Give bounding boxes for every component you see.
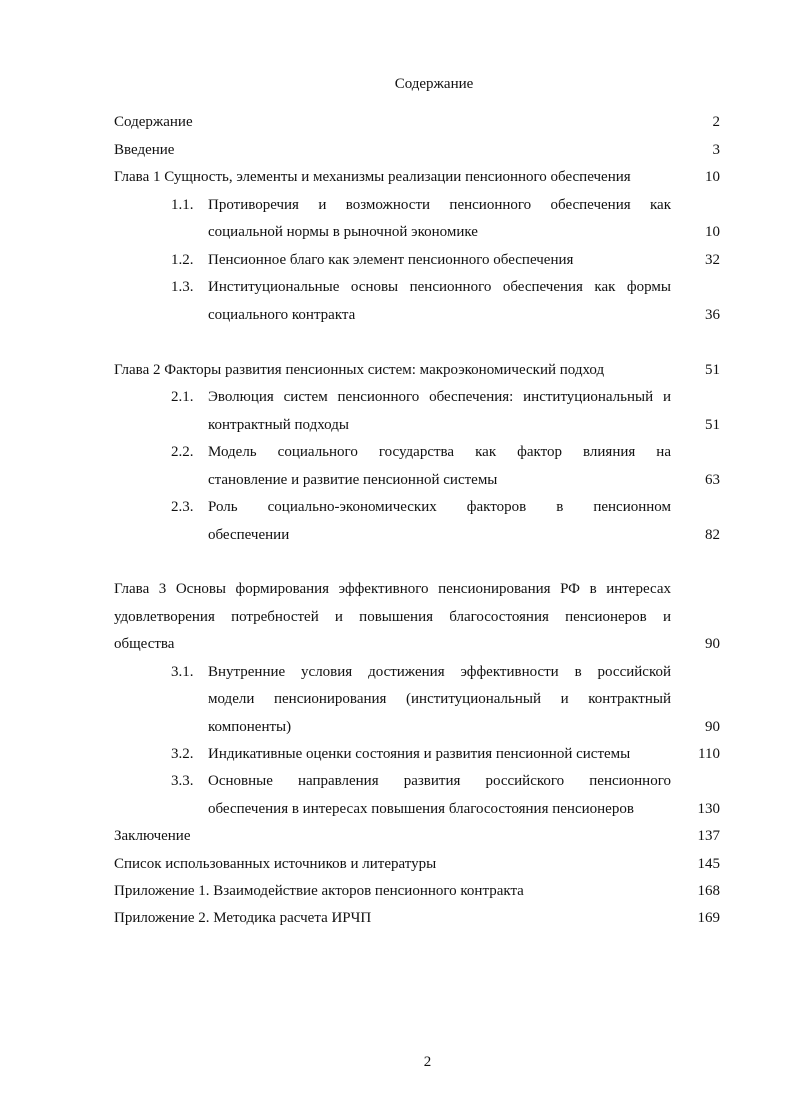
toc-number-1-1: 1.1.: [171, 197, 194, 213]
page-title: Содержание: [394, 76, 474, 92]
toc-number-2-2: 2.2.: [171, 444, 194, 460]
toc-entry-2-2-line2: становление и развитие пенсионной системы: [208, 472, 498, 488]
toc-entry-3-1-line3: компоненты): [208, 719, 292, 735]
toc-page-contents: 2: [712, 114, 720, 130]
toc-entry-references: Список использованных источников и литературы: [114, 856, 437, 872]
toc-entry-2-2-line1: Модель социального государства как фактор влияния на: [208, 444, 671, 460]
toc-entry-2-1-line2: контрактный подходы: [208, 417, 349, 433]
toc-page-appendix-1: 168: [697, 883, 720, 899]
toc-page-2-3: 82: [705, 527, 720, 543]
toc-page-3-3: 130: [697, 801, 720, 817]
toc-page-2-2: 63: [705, 472, 720, 488]
toc-entry-1-1-line1: Противоречия и возможности пенсионного обеспечения как: [208, 197, 671, 213]
toc-number-1-3: 1.3.: [171, 279, 194, 295]
toc-entry-3-1-line1: Внутренние условия достижения эффективности в российской: [208, 664, 671, 680]
toc-entry-conclusion: Заключение: [114, 828, 191, 844]
toc-page-chapter-1: 10: [705, 169, 720, 185]
toc-page-introduction: 3: [712, 142, 720, 158]
toc-entry-appendix-2: Приложение 2. Методика расчета ИРЧП: [114, 910, 372, 926]
toc-entry-chapter-3-line1: Глава 3 Основы формирования эффективного пенсионирования РФ в интересах: [114, 581, 671, 597]
toc-page-2-1: 51: [705, 417, 720, 433]
toc-number-2-1: 2.1.: [171, 389, 194, 405]
toc-number-3-3: 3.3.: [171, 773, 194, 789]
toc-entry-chapter-3-line2: удовлетворения потребностей и повышения благосостояния пенсионеров и: [114, 609, 671, 625]
toc-entry-2-1-line1: Эволюция систем пенсионного обеспечения: институциональный и: [208, 389, 671, 405]
toc-entry-1-3-line2: социального контракта: [208, 307, 356, 323]
toc-number-2-3: 2.3.: [171, 499, 194, 515]
toc-page-1-3: 36: [705, 307, 720, 323]
toc-entry-2-3-line1: Роль социально-экономических факторов в пенсионном: [208, 499, 671, 515]
toc-entry-chapter-1: Глава 1 Сущность, элементы и механизмы реализации пенсионного обеспечения: [114, 169, 631, 185]
toc-entry-introduction: Введение: [114, 142, 175, 158]
toc-entry-contents: Содержание: [114, 114, 193, 130]
toc-entry-chapter-3-line3: общества: [114, 636, 175, 652]
toc-entry-3-3-line1: Основные направления развития российского пенсионного: [208, 773, 671, 789]
toc-entry-appendix-1: Приложение 1. Взаимодействие акторов пенсионного контракта: [114, 883, 524, 899]
toc-entry-3-2: Индикативные оценки состояния и развития пенсионной системы: [208, 746, 631, 762]
toc-entry-3-3-line2: обеспечения в интересах повышения благосостояния пенсионеров: [208, 801, 634, 817]
toc-entry-chapter-2: Глава 2 Факторы развития пенсионных систем: макроэкономический подход: [114, 362, 605, 378]
toc-number-1-2: 1.2.: [171, 252, 194, 268]
toc-entry-3-1-line2: модели пенсионирования (институциональный и контрактный: [208, 691, 671, 707]
toc-page-3-1: 90: [705, 719, 720, 735]
toc-page-chapter-2: 51: [705, 362, 720, 378]
toc-entry-1-3-line1: Институциональные основы пенсионного обеспечения как формы: [208, 279, 671, 295]
toc-number-3-2: 3.2.: [171, 746, 194, 762]
toc-number-3-1: 3.1.: [171, 664, 194, 680]
toc-page-1-1: 10: [705, 224, 720, 240]
toc-entry-2-3-line2: обеспечении: [208, 527, 290, 543]
toc-page-conclusion: 137: [697, 828, 720, 844]
toc-page-chapter-3: 90: [705, 636, 720, 652]
toc-entry-1-1-line2: социальной нормы в рыночной экономике: [208, 224, 478, 240]
toc-entry-1-2: Пенсионное благо как элемент пенсионного обеспечения: [208, 252, 574, 268]
toc-page-references: 145: [697, 856, 720, 872]
toc-page-appendix-2: 169: [697, 910, 720, 926]
page-number: 2: [423, 1054, 432, 1070]
toc-page-1-2: 32: [705, 252, 720, 268]
toc-page-3-2: 110: [698, 746, 720, 762]
